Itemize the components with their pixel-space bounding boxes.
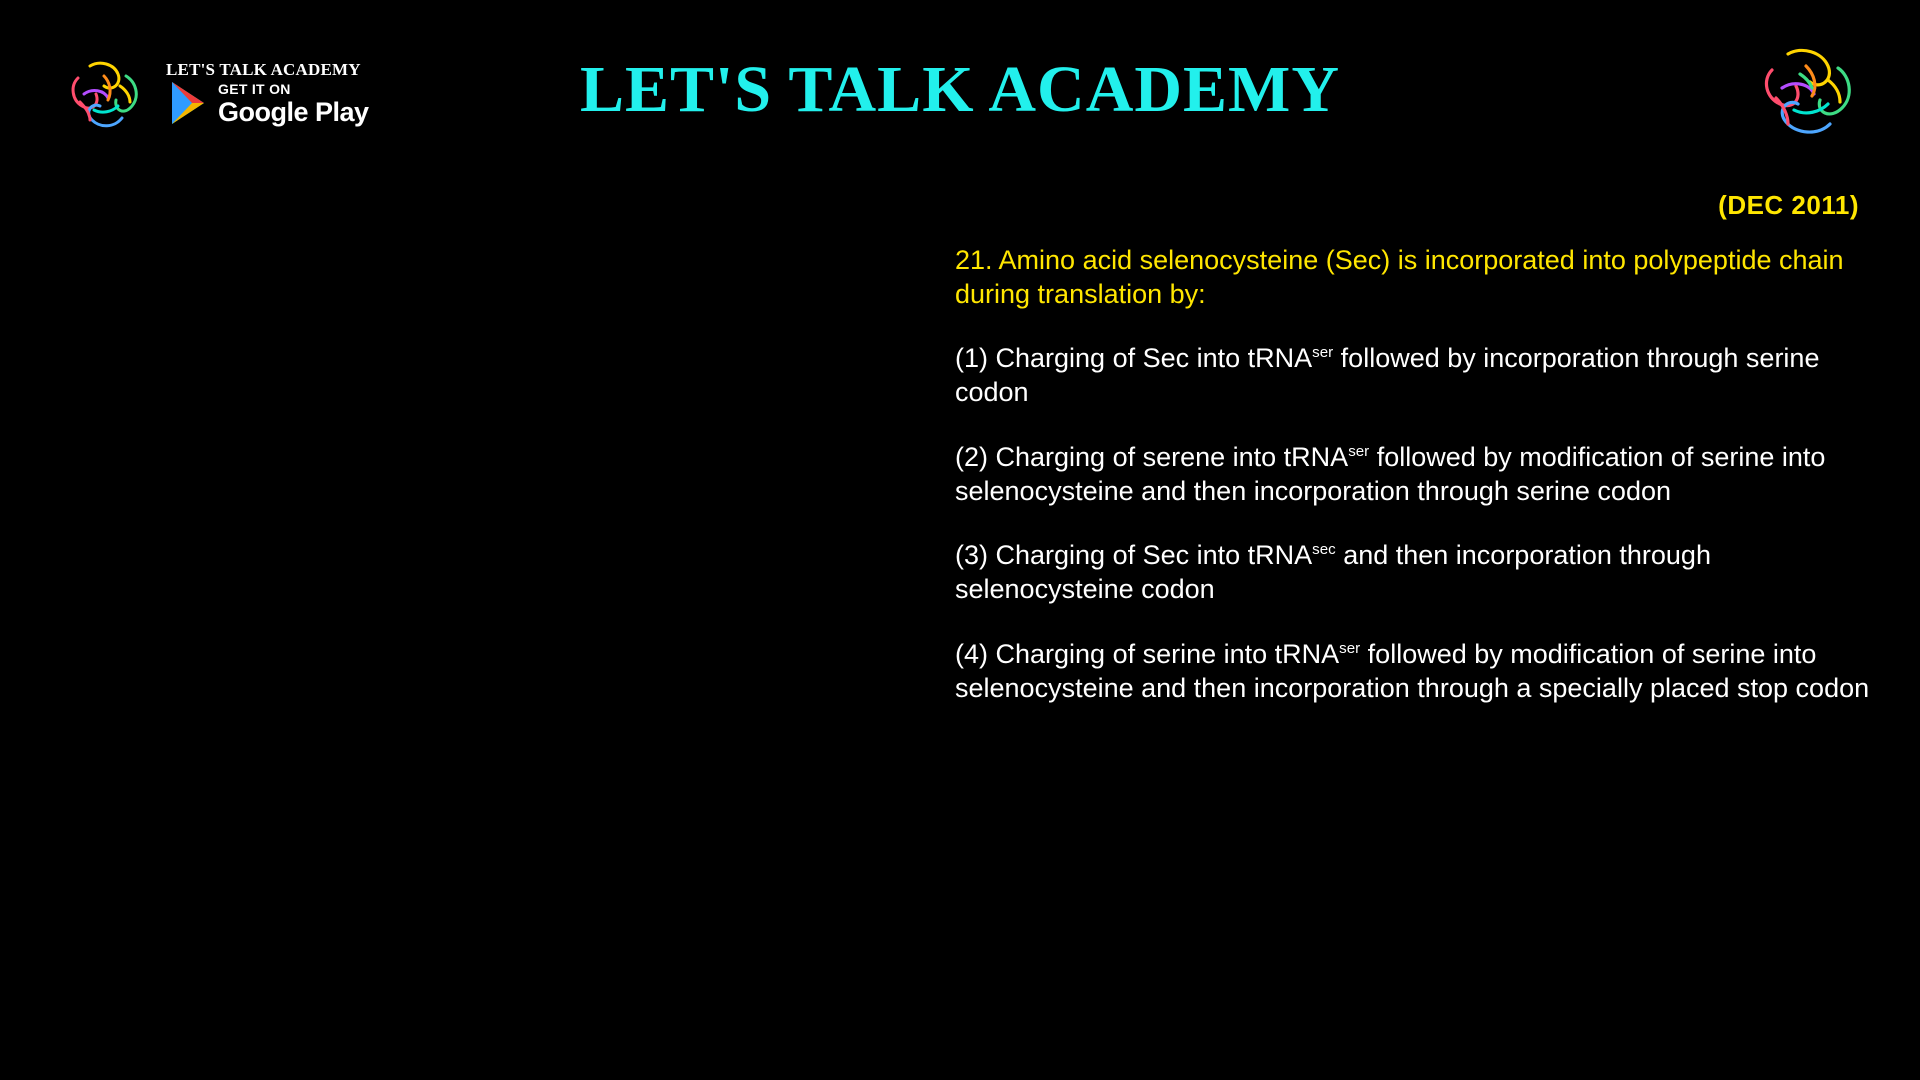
option-3-text-after: and then incorporation through selenocysteine codon [955, 540, 1711, 605]
option-1-text-after: followed by incorporation through serine codon [955, 343, 1820, 408]
question-text: 21. Amino acid selenocysteine (Sec) is incorporated into polypeptide chain during translation by: [955, 245, 1844, 310]
option-2-text-before: (2) Charging of serene into tRNA [955, 441, 1349, 472]
exam-date-badge: (DEC 2011) [1718, 190, 1859, 220]
page-header [0, 0, 1920, 180]
option-3-text-before: (3) Charging of Sec into tRNA [955, 540, 1313, 571]
page-title: LET'S TALK ACADEMY [579, 53, 1341, 126]
option-2-text-after: followed by modification of serine into selenocysteine and then incorporation through serine codon [955, 441, 1826, 506]
option-4-text-before: (4) Charging of serine into tRNA [955, 638, 1340, 669]
brand-small-label: LET'S TALK ACADEMY [166, 60, 361, 80]
get-it-on-label: GET IT ON [218, 80, 291, 97]
option-1-superscript: ser [1312, 344, 1334, 362]
molecule-ribbon-icon [1748, 36, 1868, 146]
option-3-superscript: sec [1312, 541, 1336, 559]
option-1[interactable] [955, 341, 1875, 410]
option-1-text-before: (1) Charging of Sec into tRNA [955, 343, 1313, 374]
option-2-superscript: ser [1348, 442, 1370, 460]
google-play-label: Google Play [218, 96, 369, 127]
option-4[interactable] [955, 637, 1875, 706]
question-panel [955, 190, 1875, 735]
option-4-superscript: ser [1339, 639, 1361, 657]
option-3[interactable] [955, 538, 1875, 607]
option-2[interactable] [955, 440, 1875, 509]
option-4-text-after: followed by modification of serine into selenocysteine and then incorporation through a specially placed stop codon [955, 638, 1870, 703]
